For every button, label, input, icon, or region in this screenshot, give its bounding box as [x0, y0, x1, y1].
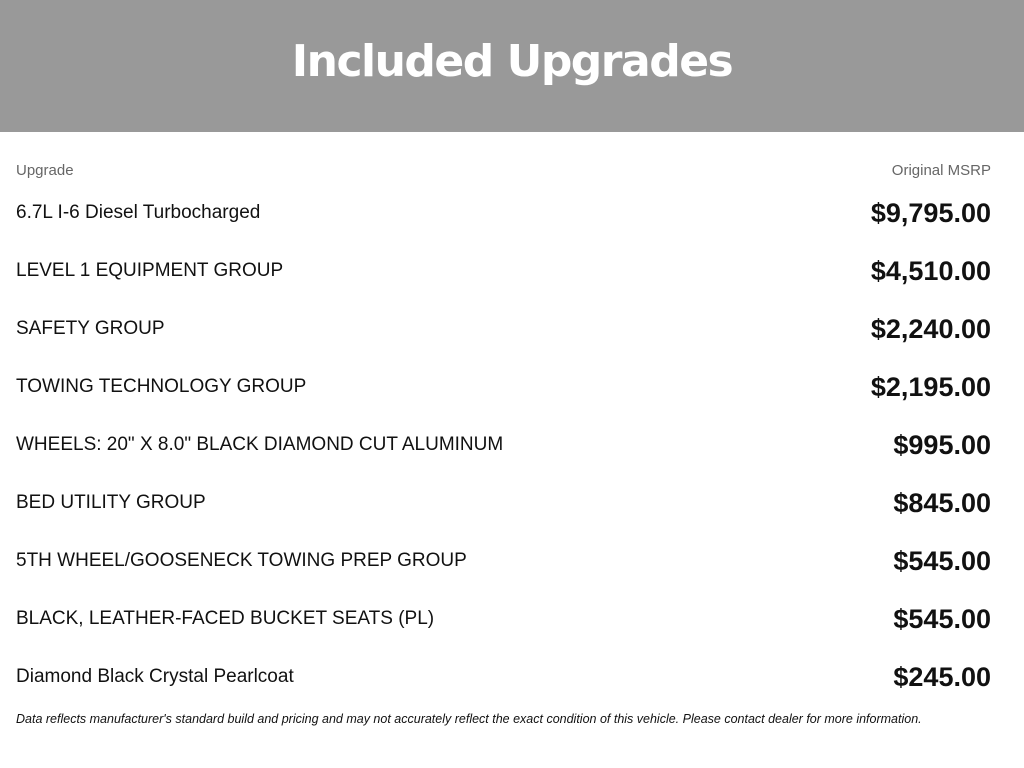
upgrade-name: LEVEL 1 EQUIPMENT GROUP — [16, 260, 284, 281]
upgrade-row — [16, 532, 991, 590]
upgrade-row — [16, 300, 991, 358]
upgrade-name: BED UTILITY GROUP — [16, 492, 206, 513]
upgrade-price: $845.00 — [893, 487, 991, 518]
upgrade-price: $2,240.00 — [870, 313, 991, 344]
upgrade-name: SAFETY GROUP — [16, 318, 165, 339]
page-title: Included Upgrades — [291, 35, 733, 87]
upgrade-row — [16, 648, 991, 706]
column-header-upgrade: Upgrade — [16, 161, 74, 179]
upgrade-name: BLACK, LEATHER-FACED BUCKET SEATS (PL) — [16, 608, 435, 629]
upgrade-row — [16, 416, 991, 474]
upgrade-row — [16, 184, 991, 242]
upgrade-name: WHEELS: 20" X 8.0" BLACK DIAMOND CUT ALUMINUM — [16, 434, 504, 455]
header-banner — [0, 0, 1024, 132]
upgrade-row — [16, 590, 991, 648]
upgrades-list — [16, 184, 991, 706]
disclaimer-text: Data reflects manufacturer's standard build and pricing and may not accurately reflect the exact condition of this vehicle. Please contact dealer for more information. — [16, 712, 922, 726]
upgrade-price: $9,795.00 — [870, 197, 991, 228]
column-headers — [16, 160, 991, 180]
upgrade-name: 5TH WHEEL/GOOSENECK TOWING PREP GROUP — [16, 550, 467, 571]
upgrade-price: $245.00 — [893, 661, 991, 692]
upgrade-price: $995.00 — [893, 429, 991, 460]
upgrade-row — [16, 242, 991, 300]
upgrade-price: $4,510.00 — [870, 255, 991, 286]
upgrade-name: TOWING TECHNOLOGY GROUP — [16, 376, 307, 397]
upgrade-price: $2,195.00 — [870, 371, 991, 402]
upgrade-name: 6.7L I-6 Diesel Turbocharged — [16, 202, 261, 223]
upgrade-row — [16, 358, 991, 416]
upgrade-name: Diamond Black Crystal Pearlcoat — [16, 666, 294, 687]
upgrade-price: $545.00 — [893, 545, 991, 576]
upgrade-row — [16, 474, 991, 532]
column-header-msrp: Original MSRP — [891, 161, 991, 179]
upgrade-price: $545.00 — [893, 603, 991, 634]
